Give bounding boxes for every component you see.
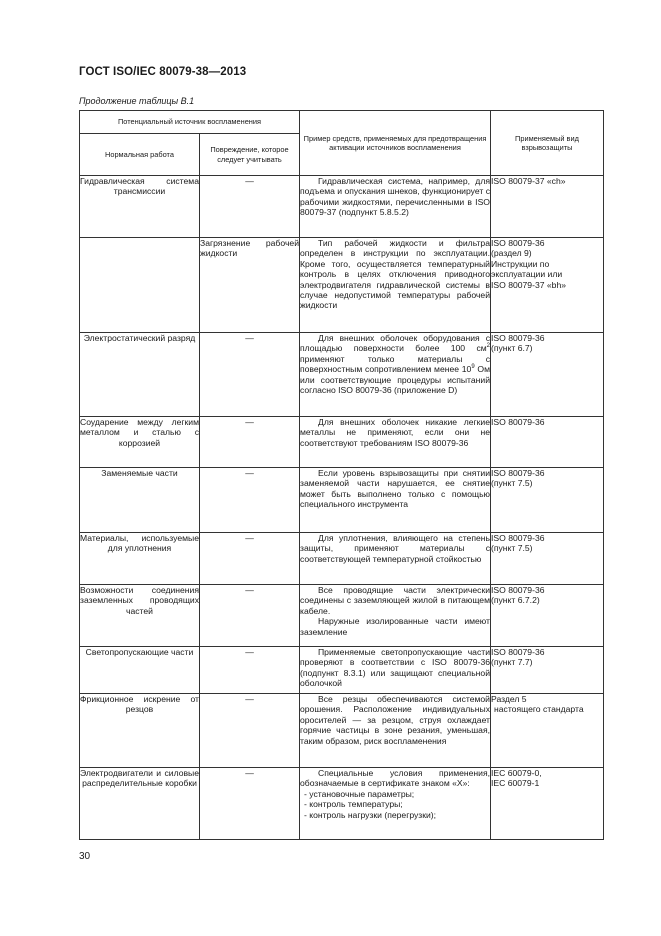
cell-example: Применяемые светопропускающие части проверяют в соответствии с ISO 80079-36 (подпункт 8.3.1) или защищают специальной оболочкой — [300, 647, 491, 694]
table-row — [80, 768, 604, 840]
protection-line: (пункт 7.7) — [491, 657, 533, 668]
cell-example: Тип рабочей жидкости и фильтра определен в инструкции по эксплуатации. Кроме того, осуществляется температурный контроль в целях отключения приводного электродвигателя гидравлической системы в случае недопустимой температуры рабочей жидкости — [300, 238, 491, 333]
cell-example: Для внешних оболочек никакие легкие металлы не применяют, если они не соответствуют требованиям ISO 80079-36 — [300, 417, 491, 468]
example-text: Для внешних оболочек оборудования с площадью поверхности более 100 см — [300, 333, 490, 354]
example-text: применяют только материалы с поверхностным сопротивлением менее 10 — [300, 353, 490, 375]
example-text: Специальные условия применения, обозначаемые в сертификате знаком «Х»: — [300, 768, 490, 789]
cell-example — [300, 333, 491, 417]
cell-damage: — — [200, 468, 300, 533]
cell-example: Гидравлическая система, например, для подъема и опускания шнеков, функционирует с рабочими жидкостями, перечисленными в ISO 80079-37 (подпункт 5.8.5.2) — [300, 176, 491, 238]
table-row — [80, 238, 604, 333]
protection-line: настоящего стандарта — [494, 704, 584, 715]
protection-line: ISO 80079-36 — [491, 468, 545, 478]
cell-normal: Электродвигатели и силовые распределительные коробки — [80, 768, 200, 840]
list-item: - контроль нагрузки (перегрузки); — [304, 809, 437, 820]
table-caption: Продолжение таблицы В.1 — [79, 96, 195, 106]
protection-line: IEC 60079-0, — [491, 768, 542, 778]
table-row — [80, 176, 604, 238]
cell-damage: — — [200, 176, 300, 238]
page-number: 30 — [79, 851, 91, 862]
superscript: 9 — [471, 364, 475, 371]
cell-normal: Фрикционное искрение от резцов — [80, 694, 200, 768]
table-row — [80, 694, 604, 768]
cell-protection — [491, 238, 604, 333]
protection-line: (раздел 9) — [491, 248, 532, 259]
cell-example: Все резцы обеспечиваются системой орошения. Расположение индивидуальных оросителей — за резцом, струя охлаждает горячие частицы в зоне резания, уменьшая, таким образом, риск воспламенения — [300, 694, 491, 768]
protection-line: (пункт 6.7.2) — [491, 595, 540, 606]
cell-normal: Гидравлическая система трансмиссии — [80, 176, 200, 238]
cell-normal: Заменяемые части — [80, 468, 200, 533]
table-row — [80, 533, 604, 585]
document-title: ГОСТ ISO/IEC 80079-38—2013 — [79, 66, 247, 78]
table-row — [80, 647, 604, 694]
cell-damage: — — [200, 533, 300, 585]
cell-damage: — — [200, 768, 300, 840]
protection-line: ISO 80079-37 «bh» — [491, 279, 567, 290]
cell-damage: Загрязнение рабочей жидкости — [200, 238, 300, 333]
header-protection: Применяемый вид взрывозащиты — [491, 111, 604, 176]
header-normal-operation: Нормальная работа — [80, 134, 200, 176]
cell-protection — [491, 333, 604, 417]
protection-line: Раздел 5 — [491, 694, 527, 704]
cell-damage: — — [200, 647, 300, 694]
header-example: Пример средств, применяемых для предотвращения активации источников воспламенения — [300, 111, 491, 176]
cell-example — [300, 768, 491, 840]
list-item: - установочные параметры; — [304, 788, 415, 799]
example-text: Все проводящие части электрически соединены с заземляющей жилой в питающем кабеле. — [300, 585, 490, 616]
cell-example: Для уплотнения, влияющего на степень защиты, применяют материалы с соответствующей температурной стойкостью — [300, 533, 491, 585]
cell-protection — [491, 694, 604, 768]
table-row — [80, 468, 604, 533]
cell-normal: Материалы, используемые для уплотнения — [80, 533, 200, 585]
cell-protection — [491, 417, 604, 468]
protection-line: ISO 80079-36 — [491, 417, 545, 427]
cell-damage: — — [200, 694, 300, 768]
protection-line: ISO 80079-36 — [491, 585, 545, 595]
superscript: 2 — [486, 343, 490, 350]
list-item: - контроль температуры; — [304, 799, 403, 810]
spec-table — [79, 110, 604, 840]
table-row — [80, 585, 604, 647]
cell-normal — [80, 238, 200, 333]
cell-damage: — — [200, 417, 300, 468]
table-row — [80, 417, 604, 468]
cell-example — [300, 585, 491, 647]
protection-line: (пункт 6.7) — [491, 343, 533, 354]
protection-line: ISO 80079-37 «ch» — [491, 176, 566, 186]
header-damage: Повреждение, которое следует учитывать — [200, 134, 300, 176]
cell-normal: Электростатический разряд — [80, 333, 200, 417]
table-row — [80, 333, 604, 417]
protection-line: ISO 80079-36 — [491, 533, 545, 543]
cell-example: Если уровень взрывозащиты при снятии заменяемой части нарушается, ее снятие может быть выполнено только с помощью специального инструмента — [300, 468, 491, 533]
protection-line: (пункт 7.5) — [491, 478, 533, 489]
cell-protection — [491, 468, 604, 533]
cell-protection — [491, 768, 604, 840]
header-ignition-source: Потенциальный источник воспламенения — [80, 111, 300, 134]
cell-protection — [491, 585, 604, 647]
example-text: Наружные изолированные части имеют заземление — [300, 616, 490, 637]
protection-line: Инструкции по эксплуатации или — [491, 258, 563, 280]
cell-protection — [491, 533, 604, 585]
cell-damage: — — [200, 585, 300, 647]
protection-line: ISO 80079-36 — [491, 647, 545, 657]
cell-normal: Светопропускающие части — [80, 647, 200, 694]
protection-line: ISO 80079-36 — [491, 238, 545, 248]
example-text: Ом или соответствующие процедуры испытаний согласно ISO 80079-36 (приложение D) — [300, 364, 490, 396]
protection-line: (пункт 7.5) — [491, 543, 533, 554]
cell-damage: — — [200, 333, 300, 417]
cell-protection — [491, 176, 604, 238]
cell-normal: Возможности соединения заземленных проводящих частей — [80, 585, 200, 647]
cell-protection — [491, 647, 604, 694]
protection-line: ISO 80079-36 — [491, 333, 545, 343]
cell-normal: Соударение между легким металлом и сталью с коррозией — [80, 417, 200, 468]
protection-line: IEC 60079-1 — [491, 778, 540, 789]
